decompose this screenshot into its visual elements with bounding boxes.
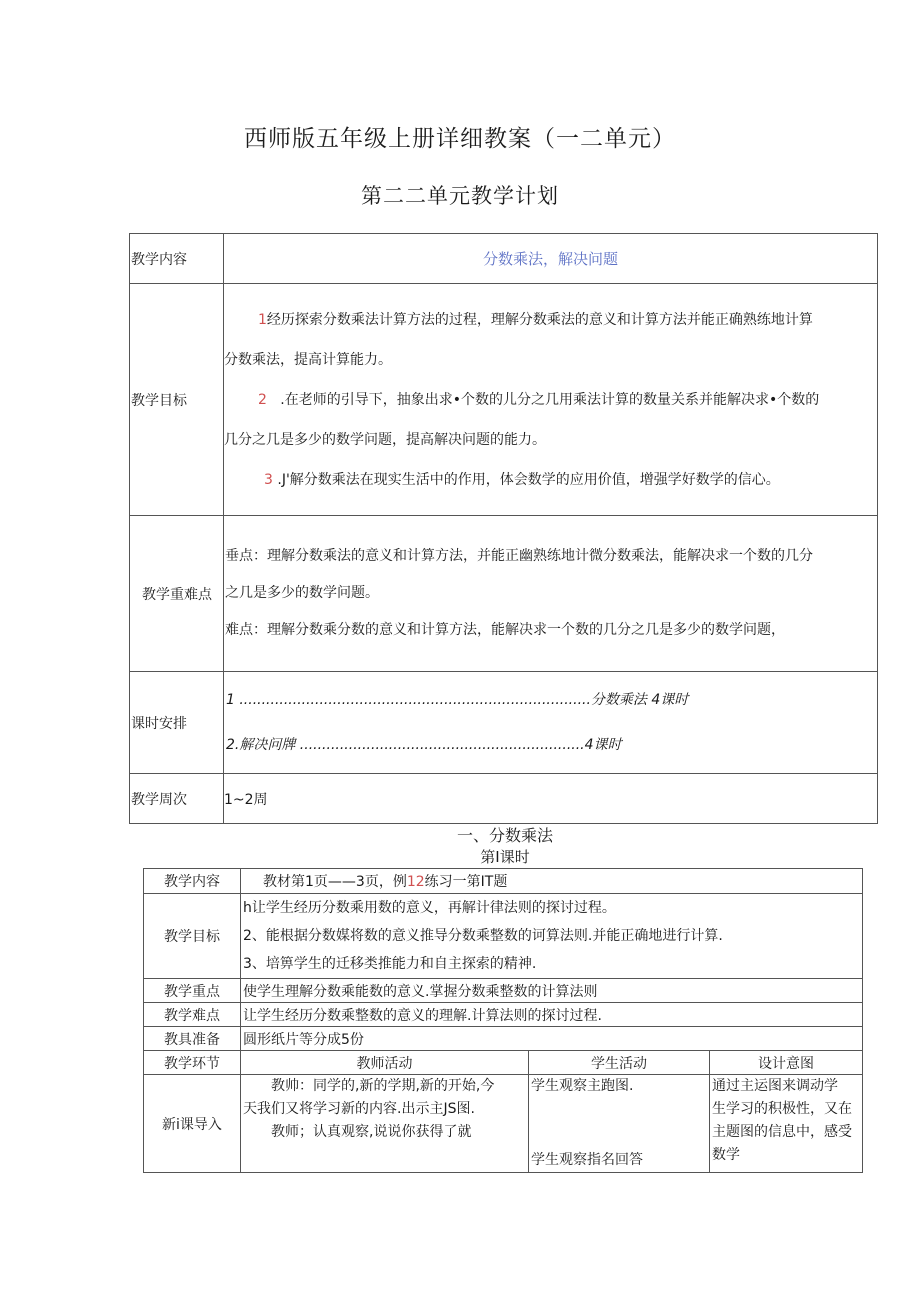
lesson-tools-value: 圆形纸片等分成5份 <box>241 1027 863 1051</box>
plan-row-weeks <box>130 774 878 824</box>
plan-goal-2-cont: 几分之几是多少的数学问题，提高解决问题的能力。 <box>224 431 546 448</box>
design-line-2: 生学习的积极性，又在 <box>712 1101 852 1117</box>
plan-weeks-value: 1~2周 <box>224 774 878 824</box>
lesson-row-intro <box>144 1075 863 1173</box>
intro-design-cell <box>710 1075 863 1173</box>
plan-label-schedule: 课时安排 <box>130 672 224 774</box>
plan-label-goals: 教学目标 <box>130 284 224 516</box>
col-header-teacher: 教师活动 <box>241 1051 529 1075</box>
document-title: 西师版五年级上册详细教案（一二单元） <box>244 126 676 152</box>
teacher-line-2: 天我们又将学习新的内容.出示主JS图. <box>243 1101 475 1117</box>
plan-row-key <box>130 516 878 672</box>
teacher-line-3: 教师；认真观察,说说你获得了就 <box>271 1124 472 1140</box>
lesson-goal-2: 2、能根据分数媒将数的意义推导分数乘整数的诃算法则.并能正确地进行计算. <box>243 928 723 944</box>
lesson-row-key <box>144 979 863 1003</box>
plan-label-key: 教学重难点 <box>130 516 224 672</box>
plan-row-goals <box>130 284 878 516</box>
col-header-student: 学生活动 <box>529 1051 710 1075</box>
lesson-label-tools: 教具准备 <box>144 1027 241 1051</box>
plan-goals-cell <box>224 284 878 516</box>
lesson-goal-1: h让学生经历分数乘用数的意义，再解计律法则的探讨过程。 <box>243 900 616 916</box>
lesson-label-intro: 新i课导入 <box>144 1075 241 1173</box>
lesson-content-value: 教材第1页——3页，例12练习一第IT题 <box>241 869 863 894</box>
plan-goal-1: 1经历探索分数乘法计算方法的过程，理解分数乘法的意义和计算方法并能正确熟练地计算 <box>258 311 813 328</box>
lesson-label-key: 教学重点 <box>144 979 241 1003</box>
lesson-row-diff <box>144 1003 863 1027</box>
lesson-title: 第I课时 <box>480 848 530 866</box>
col-header-design: 设计意图 <box>710 1051 863 1075</box>
plan-content-value: 分数乘法，解决问题 <box>224 234 878 284</box>
lesson-table <box>143 868 863 1173</box>
plan-row-schedule <box>130 672 878 774</box>
plan-goal-1-cont: 分数乘法，提高计算能力。 <box>224 351 392 368</box>
lesson-header-row <box>144 1051 863 1075</box>
intro-student-cell <box>529 1075 710 1173</box>
plan-key-line-1: 垂点：理解分数乘法的意义和计算方法，并能正幽熟练地计微分数乘法，能解决求一个数的几分 <box>225 548 813 564</box>
lesson-label-diff: 教学难点 <box>144 1003 241 1027</box>
plan-schedule-1: 1 ...............................................................................分数乘法 4课时 <box>226 691 689 708</box>
plan-label-weeks: 教学周次 <box>130 774 224 824</box>
plan-schedule-2: 2.解决问牌 ................................................................4课时 <box>226 736 622 753</box>
lesson-key-value: 使学生理解分数乘能数的意义.掌握分数乘整数的计算法则 <box>241 979 863 1003</box>
student-line-1: 学生观察主跑图. <box>531 1078 634 1094</box>
plan-label-content: 教学内容 <box>130 234 224 284</box>
plan-schedule-cell <box>224 672 878 774</box>
section-title: 一、分数乘法 <box>456 826 553 845</box>
lesson-label-step: 教学环节 <box>144 1051 241 1075</box>
lesson-label-content: 教学内容 <box>144 869 241 894</box>
unit-plan-table <box>129 233 878 824</box>
lesson-row-tools <box>144 1027 863 1051</box>
plan-key-line-3: 难点：理解分数乘分数的意义和计算方法，能解决求一个数的几分之几是多少的数学问题， <box>225 622 785 638</box>
lesson-row-goals <box>144 894 863 979</box>
design-line-1: 通过主运图来调动学 <box>712 1078 838 1094</box>
plan-goal-2: 2 .在老师的引导下，抽象出求•个数的儿分之几用乘法计算的数量关系并能解决求•个数的 <box>258 391 820 408</box>
teacher-line-1: 教帅：同学的,新的学期,新的开始,今 <box>271 1078 495 1094</box>
plan-key-line-2: 之几是多少的数学问题。 <box>225 585 379 601</box>
plan-title: 第二二单元教学计划 <box>361 184 559 208</box>
student-line-2: 学生观察指名回答 <box>531 1152 643 1168</box>
plan-row-content <box>130 234 878 284</box>
plan-goal-3: 3 .J'解分数乘法在现实生活中的作用，体会数学的应用价值，增强学好数学的信心。 <box>264 471 780 488</box>
design-line-3: 主题图的信息中，感受 <box>712 1124 852 1140</box>
lesson-goal-3: 3、培箅学生的迁移类推能力和自主探索的精神. <box>243 956 537 972</box>
lesson-label-goals: 教学目标 <box>144 894 241 979</box>
lesson-row-content <box>144 869 863 894</box>
plan-key-cell <box>224 516 878 672</box>
intro-teacher-cell <box>241 1075 529 1173</box>
lesson-goals-cell <box>241 894 863 979</box>
lesson-diff-value: 让学生经历分数乘整数的意义的理解.计算法则的探讨过程. <box>241 1003 863 1027</box>
design-line-4: 数学 <box>712 1147 740 1163</box>
